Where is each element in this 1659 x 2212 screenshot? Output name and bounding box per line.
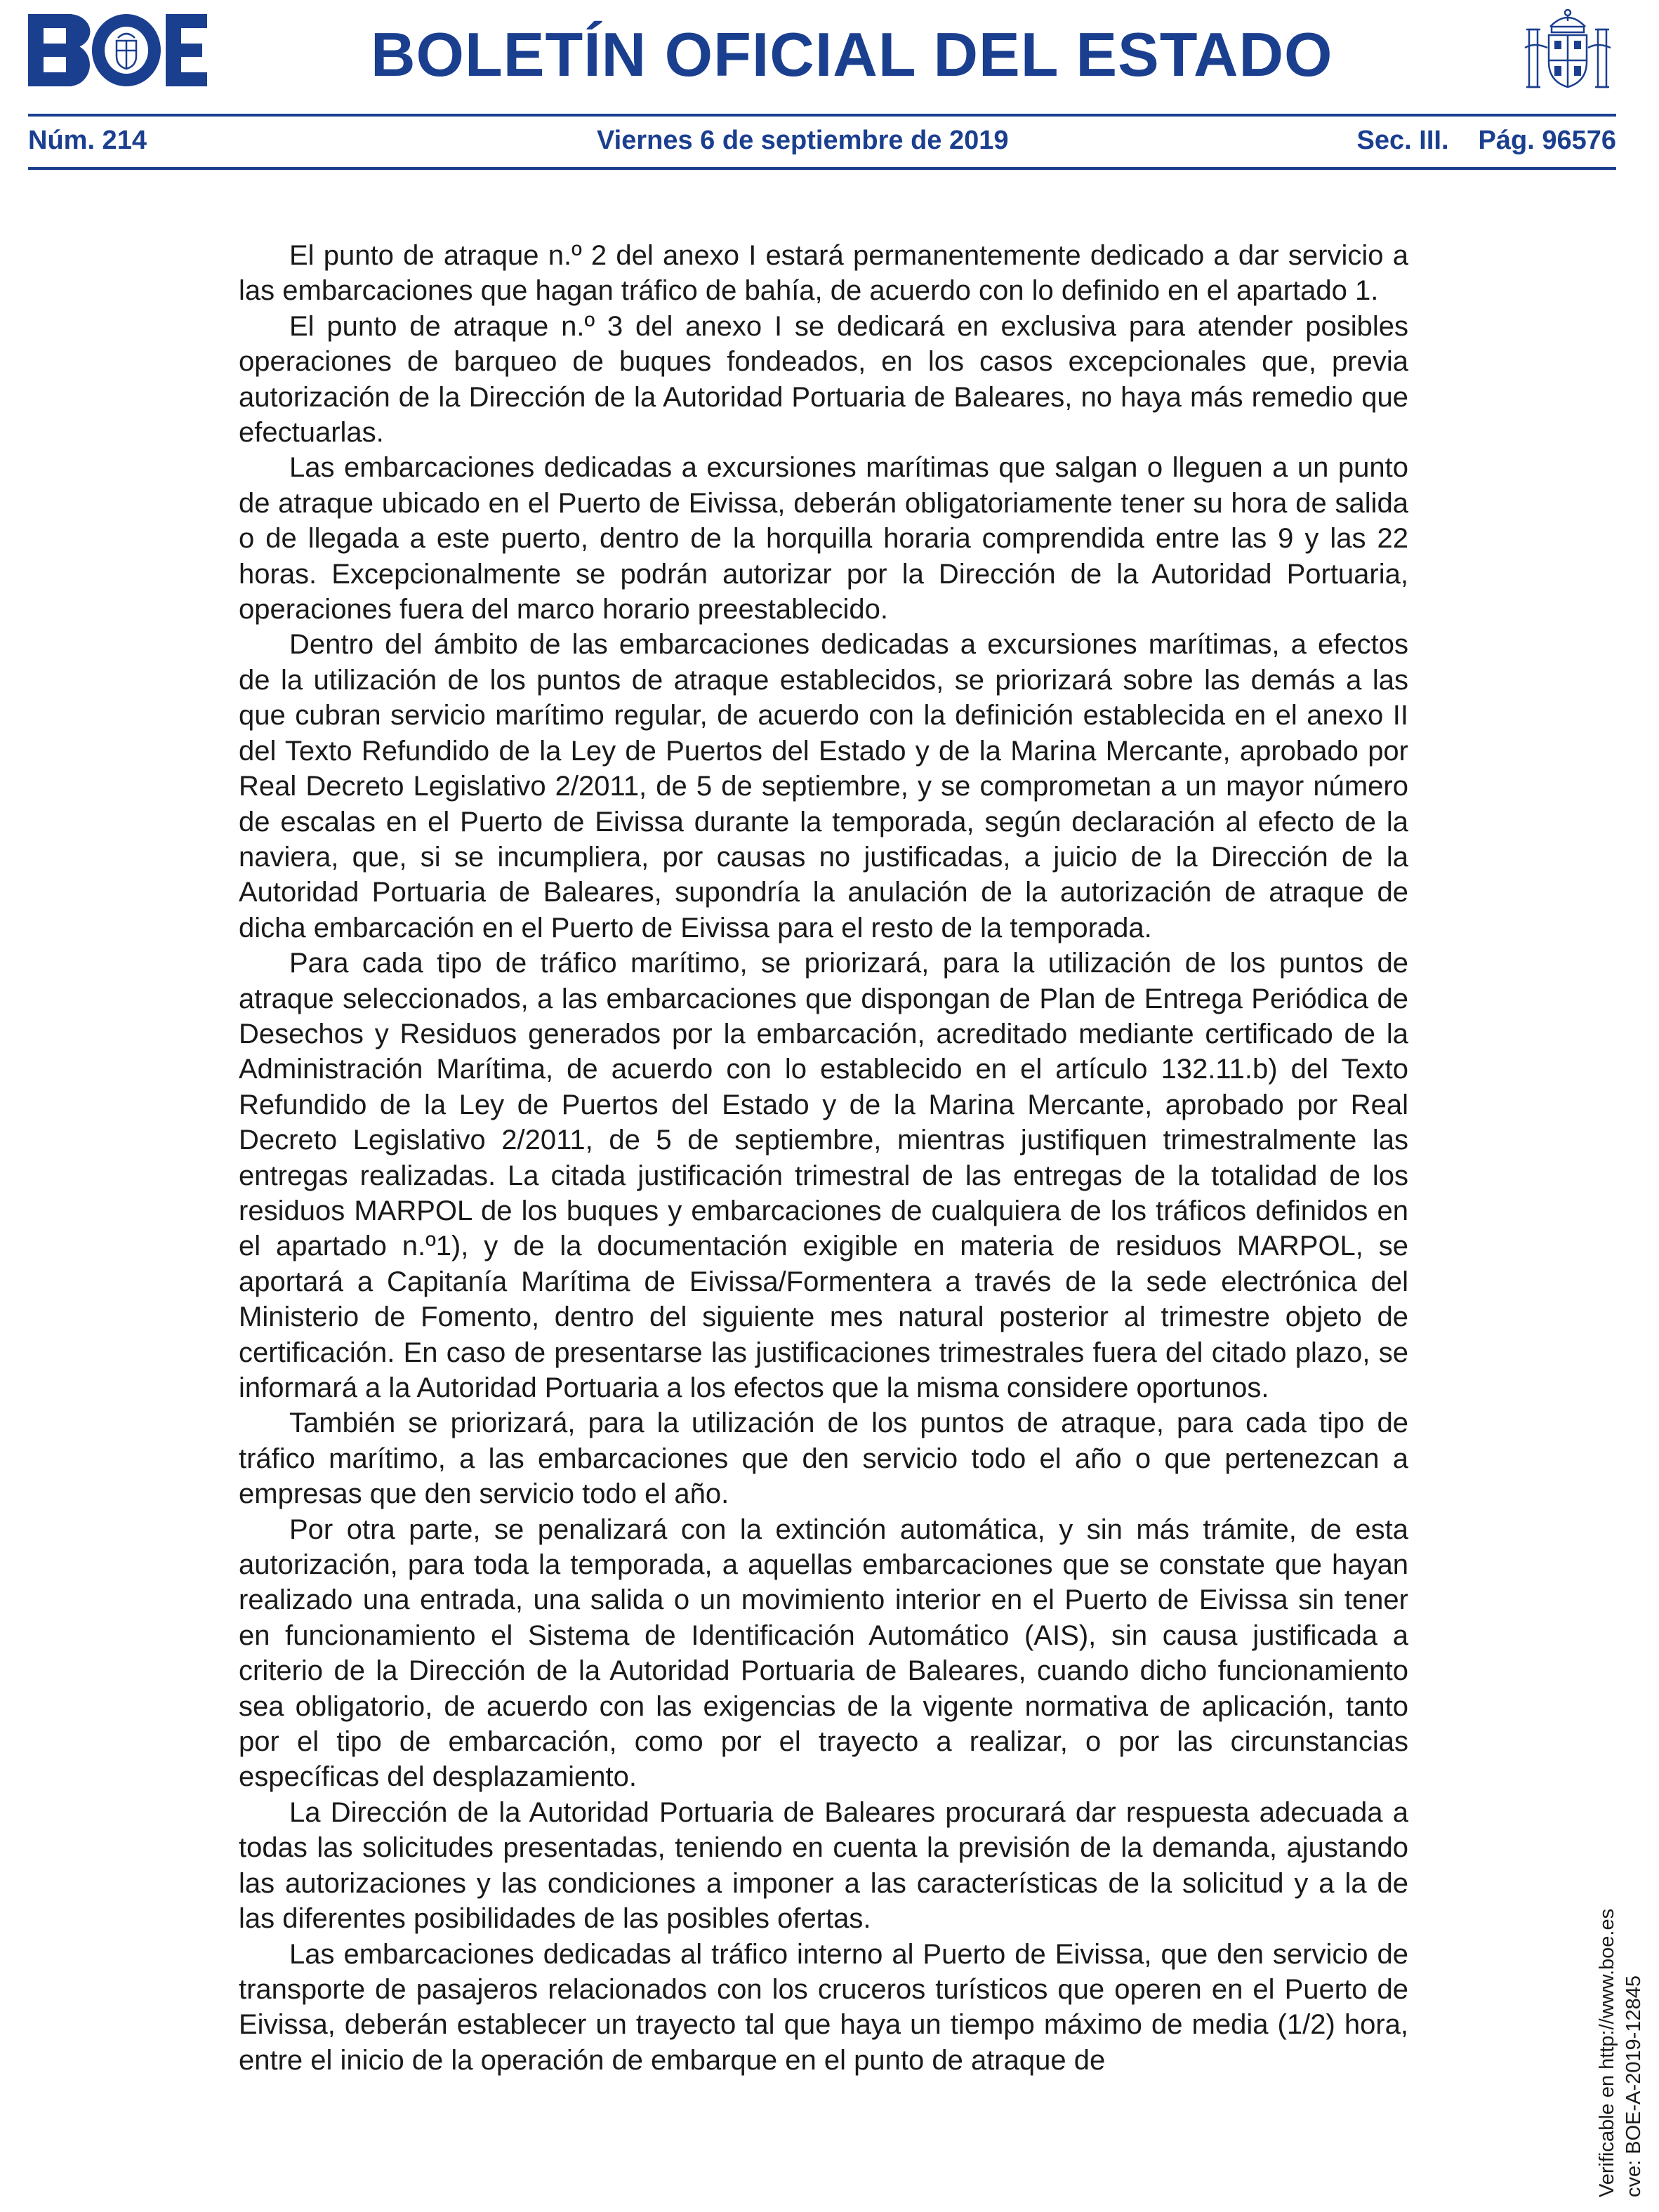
issue-date: Viernes 6 de septiembre de 2019 [597,126,1009,155]
issue-number: Núm. 214 [28,126,147,155]
gazette-title: BOLETÍN OFICIAL DEL ESTADO [371,20,1333,89]
paragraph: También se priorizará, para la utilización de los puntos de atraque, para cada tipo de tráfico marítimo, a las embarcaciones que den servicio todo el año o que pertenezcan a empresas que den servicio todo el año. [239,1408,1408,1510]
paragraph: Dentro del ámbito de las embarcaciones dedicadas a excursiones marítimas, a efectos de la utilización de los puntos de atraque establecidos, se priorizará sobre las demás a las que cubran servicio marítimo regular, de acuerdo con la definición establecida en el anexo II del Texto Refundido de la Ley de Puertos del Estado y de la Marina Mercante, aprobado por Real Decreto Legislativo 2/2011, de 5 de septiembre, y se comprometan a un mayor número de escalas en el Puerto de Eivissa durante la temporada, según declaración al efecto de la naviera, que, si se incumpliera, por causas no justificadas, a juicio de la Dirección de la Autoridad Portuaria de Baleares, supondría la anulación de la autorización de atraque de dicha embarcación en el Puerto de Eivissa para el resto de la temporada. [239,629,1408,943]
boe-logo [28,14,207,86]
header-meta [28,122,1616,159]
paragraph: El punto de atraque n.º 2 del anexo I estará permanentemente dedicado a dar servicio a las embarcaciones que hagan tráfico de bahía, de acuerdo con lo definido en el apartado 1. [239,240,1408,307]
document-body [239,238,1408,2078]
header-rule-bottom [28,167,1616,170]
paragraph: El punto de atraque n.º 3 del anexo I se dedicará en exclusiva para atender posibles operaciones de barqueo de buques fondeados, en los casos excepcionales que, previa autorización de la Dirección de la Autoridad Portuaria de Baleares, no haya más remedio que efectuarlas. [239,310,1408,449]
paragraph: La Dirección de la Autoridad Portuaria de Baleares procurará dar respuesta adecuada a todas las solicitudes presentadas, teniendo en cuenta la previsión de la demanda, ajustando las autorizaciones y las condiciones a imponer a las características de la solicitud y a la de las diferentes posibilidades de las posibles ofertas. [239,1796,1408,1935]
section-label: Sec. III. [1356,126,1449,155]
paragraph: Las embarcaciones dedicadas a excursiones marítimas que salgan o lleguen a un punto de atraque ubicado en el Puerto de Eivissa, deberán obligatoriamente tener su hora de salida o de llegada a este puerto, dentro de la horquilla horaria comprendida entre las 9 y las 22 horas. Excepcionalmente se podrán autorizar por la Dirección de la Autoridad Portuaria, operaciones fuera del marco horario preestablecido. [239,452,1408,625]
paragraph: Para cada tipo de tráfico marítimo, se priorizará, para la utilización de los puntos de atraque seleccionados, a las embarcaciones que dispongan de Plan de Entrega Periódica de Desechos y Residuos generados por la embarcación, acreditado mediante certificado de la Administración Marítima, de acuerdo con lo establecido en el artículo 132.11.b) del Texto Refundido de la Ley de Puertos del Estado y de la Marina Mercante, aprobado por Real Decreto Legislativo 2/2011, de 5 de septiembre, mientras justifiquen trimestralmente las entregas realizadas. La citada justificación trimestral de las entregas de la totalidad de los residuos MARPOL de los buques y embarcaciones de cualquiera de los tráficos definidos en el apartado n.º1), y de la documentación exigible en materia de residuos MARPOL, se aportará a Capitanía Marítima de Eivissa/Formentera a través de la sede electrónica del Ministerio de Fomento, dentro del siguiente mes natural posterior al trimestre objeto de certificación. En caso de presentarse las justificaciones trimestrales fuera del citado plazo, se informará a la Autoridad Portuaria a los efectos que la misma considere oportunos. [239,948,1408,1403]
paragraph: Por otra parte, se penalizará con la extinción automática, y sin más trámite, de esta autorización, para toda la temporada, a aquellas embarcaciones que se constate que hayan realizado una entrada, una salida o un movimiento interior en el Puerto de Eivissa sin tener en funcionamiento el Sistema de Identificación Automático (AIS), sin causa justificada a criterio de la Dirección de la Autoridad Portuaria de Baleares, cuando dicho funcionamiento sea obligatorio, de acuerdo con las exigencias de la vigente normativa de aplicación, tanto por el tipo de embarcación, como por el trayecto a realizar, o por las circunstancias específicas del desplazamiento. [239,1514,1408,1793]
paragraph: Las embarcaciones dedicadas al tráfico interno al Puerto de Eivissa, que den servicio de transporte de pasajeros relacionados con los cruceros turísticos que operen en el Puerto de Eivissa, deberán establecer un trayecto tal que haya un tiempo máximo de media (1/2) hora, entre el inicio de la operación de embarque en el punto de atraque de [239,1938,1408,2076]
header-rule-top [28,114,1616,117]
page-number: Pág. 96576 [1478,126,1616,155]
section-page [1357,122,1616,159]
cve-code: cve: BOE-A-2019-12845 [1622,1975,1645,2197]
coat-of-arms-icon [1522,6,1613,97]
verification-url: Verificable en http://www.boe.es [1596,1908,1618,2197]
verification-stamp [1594,1495,1647,2197]
